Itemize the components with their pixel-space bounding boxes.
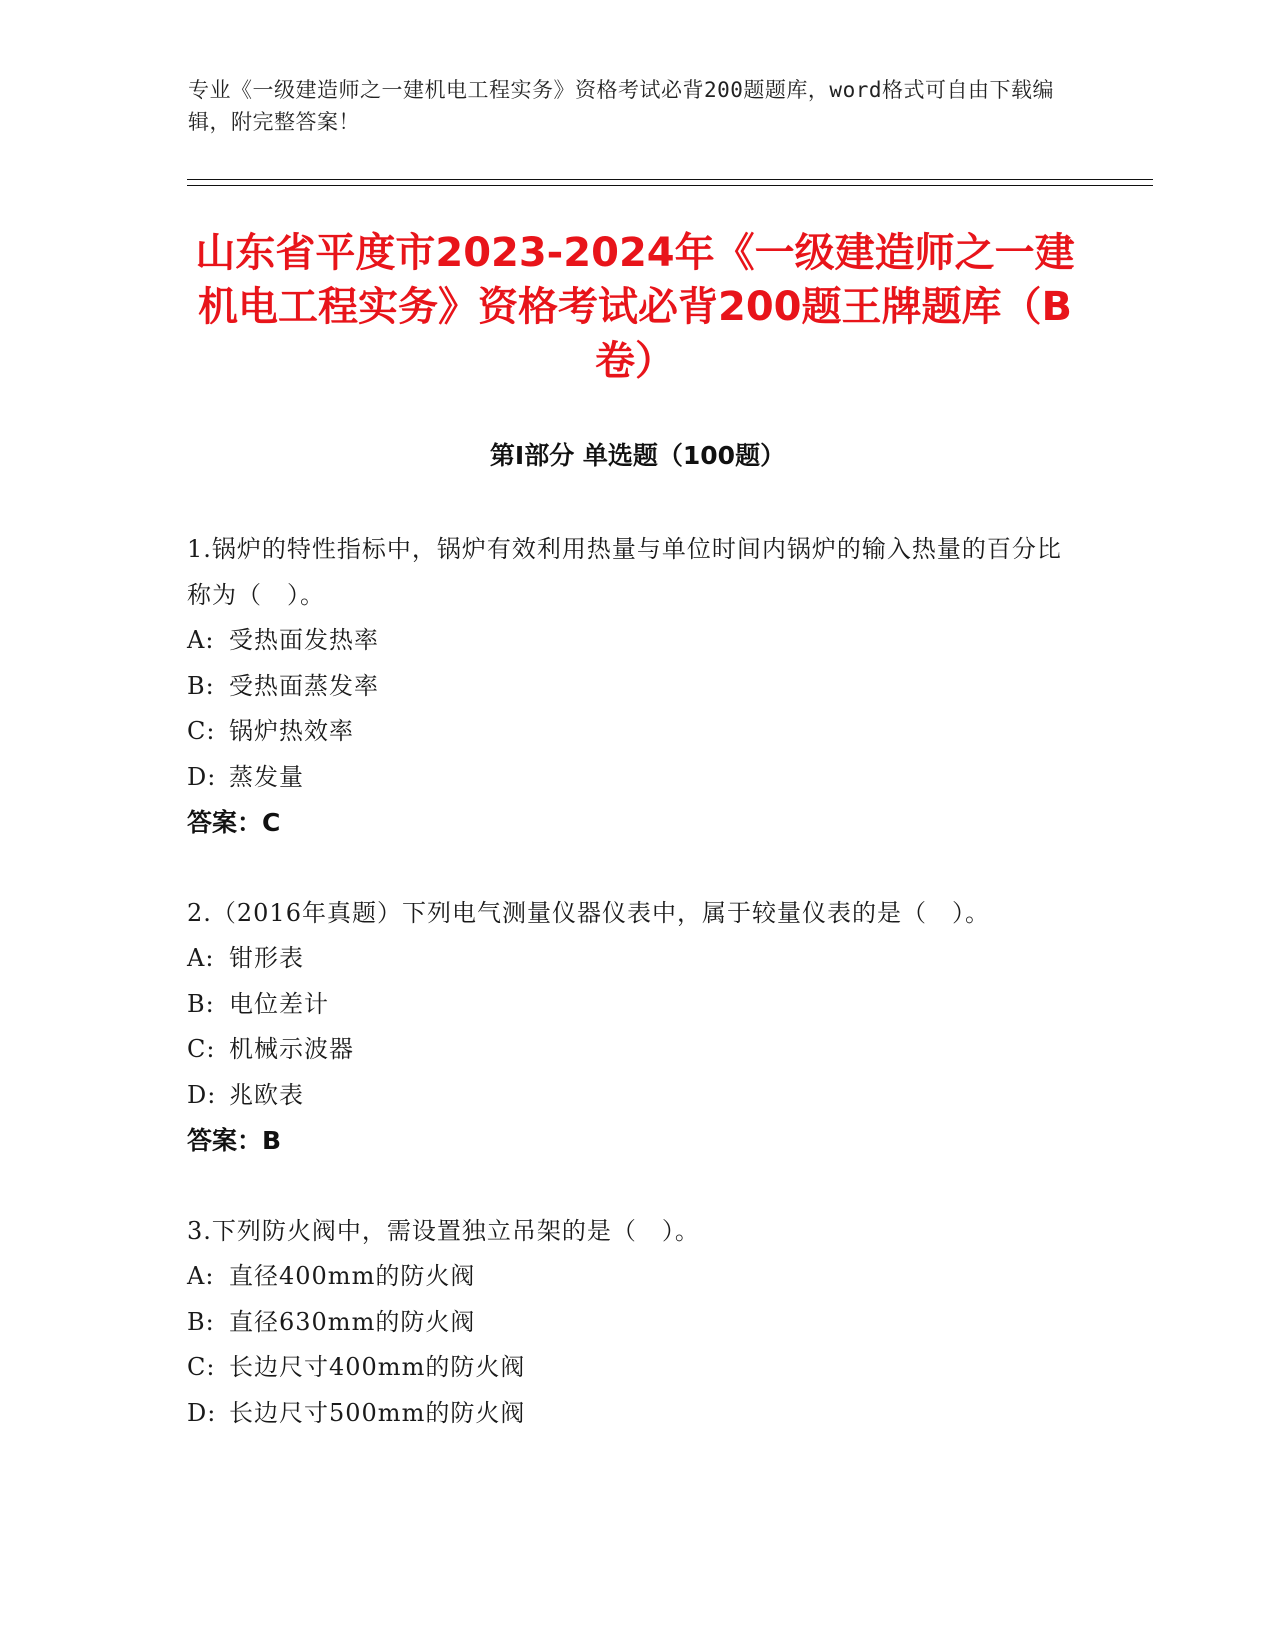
question-stem: 2.（2016年真题）下列电气测量仪器仪表中，属于较量仪表的是（ ）。 bbox=[187, 899, 990, 927]
header-divider-top bbox=[187, 179, 1153, 180]
option-text: 锅炉热效率 bbox=[229, 717, 354, 745]
option-c bbox=[187, 709, 1067, 755]
option-key: C: bbox=[187, 717, 216, 745]
option-c bbox=[187, 1345, 1067, 1391]
question-list bbox=[187, 526, 1067, 1480]
option-text: 直径630mm的防火阀 bbox=[229, 1307, 476, 1336]
option-d bbox=[187, 1073, 1067, 1119]
option-b bbox=[187, 664, 1067, 710]
option-key: A: bbox=[187, 944, 215, 972]
question-1 bbox=[187, 526, 1067, 846]
option-a bbox=[187, 936, 1067, 982]
option-a bbox=[187, 1254, 1067, 1300]
document-title: 山东省平度市2023-2024年《一级建造师之一建机电工程实务》资格考试必背200题王牌题库（B卷） bbox=[195, 230, 1075, 384]
option-text: 长边尺寸500mm的防火阀 bbox=[229, 1398, 526, 1427]
option-text: 受热面蒸发率 bbox=[229, 671, 379, 700]
header-note: 专业《一级建造师之一建机电工程实务》资格考试必背200题题库，word格式可自由下载编辑，附完整答案！ bbox=[188, 78, 1054, 134]
option-key: B: bbox=[187, 989, 215, 1018]
option-text: 受热面发热率 bbox=[229, 626, 379, 654]
question-stem: 3.下列防火阀中，需设置独立吊架的是（ ）。 bbox=[187, 1217, 700, 1245]
option-d bbox=[187, 1391, 1067, 1437]
answer-line: 答案：C bbox=[187, 808, 281, 837]
option-key: A: bbox=[187, 626, 215, 654]
option-key: D: bbox=[187, 762, 217, 791]
option-text: 直径400mm的防火阀 bbox=[229, 1262, 476, 1290]
option-a bbox=[187, 618, 1067, 664]
question-2 bbox=[187, 890, 1067, 1164]
option-b bbox=[187, 982, 1067, 1028]
option-key: B: bbox=[187, 671, 215, 700]
option-text: 机械示波器 bbox=[229, 1035, 354, 1063]
option-text: 钳形表 bbox=[229, 944, 304, 972]
option-text: 兆欧表 bbox=[229, 1080, 304, 1109]
option-b bbox=[187, 1300, 1067, 1346]
question-stem: 1.锅炉的特性指标中，锅炉有效利用热量与单位时间内锅炉的输入热量的百分比称为（ ）。 bbox=[187, 535, 1062, 609]
answer-line: 答案：B bbox=[187, 1126, 282, 1155]
option-key: D: bbox=[187, 1080, 217, 1109]
question-3 bbox=[187, 1208, 1067, 1436]
option-key: B: bbox=[187, 1307, 215, 1336]
header-divider-bottom bbox=[187, 185, 1153, 186]
option-text: 蒸发量 bbox=[229, 762, 304, 791]
option-text: 电位差计 bbox=[229, 989, 329, 1018]
option-key: C: bbox=[187, 1353, 216, 1381]
option-key: C: bbox=[187, 1035, 216, 1063]
option-d bbox=[187, 755, 1067, 801]
option-key: D: bbox=[187, 1398, 217, 1427]
section-heading: 第Ⅰ部分 单选题（100题） bbox=[489, 441, 786, 470]
option-c bbox=[187, 1027, 1067, 1073]
option-key: A: bbox=[187, 1262, 215, 1290]
option-text: 长边尺寸400mm的防火阀 bbox=[229, 1353, 526, 1381]
